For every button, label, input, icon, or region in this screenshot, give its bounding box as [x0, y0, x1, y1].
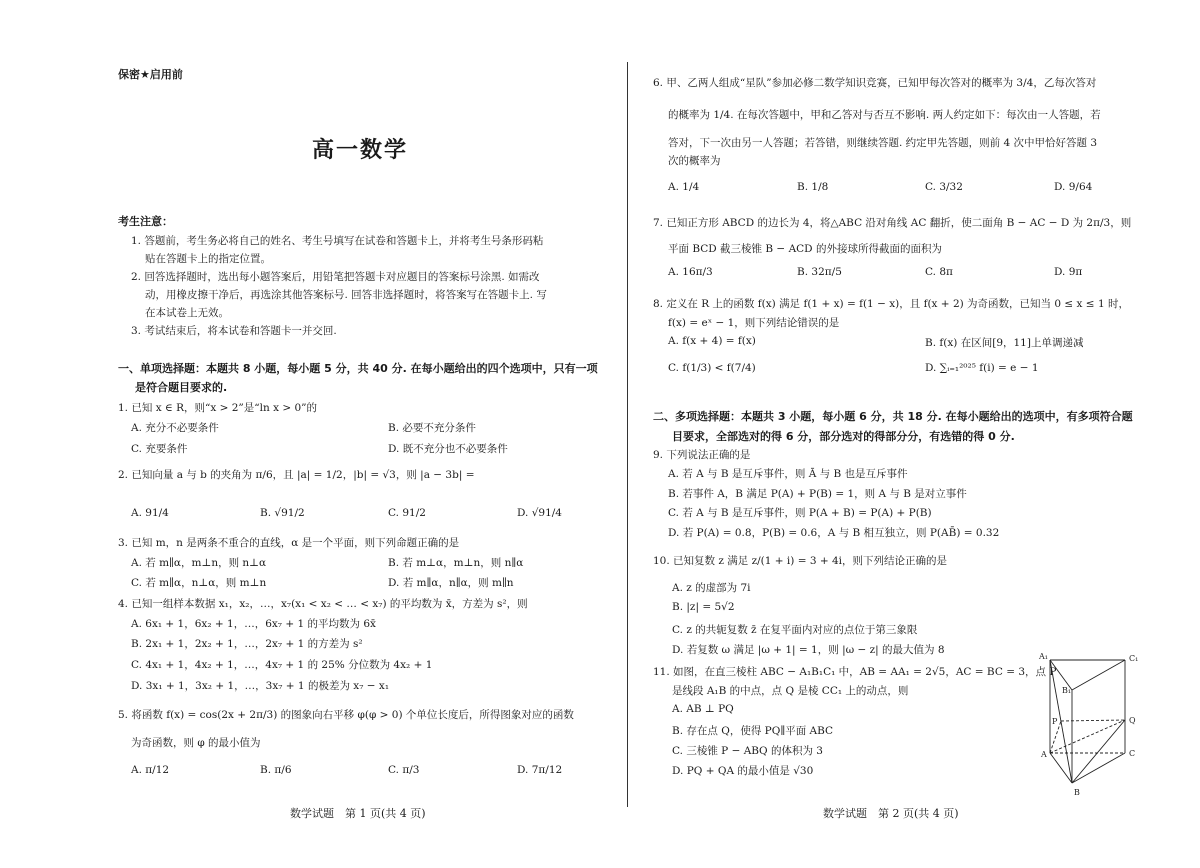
option-d: D. 7π/12	[517, 764, 563, 776]
option-b: B. 若事件 A，B 满足 P(A) + P(B) = 1，则 A 与 B 是对立事件	[668, 488, 967, 500]
notice-line: 2. 回答选择题时，选出每小题答案后，用铅笔把答题卡对应题目的答案标号涂黑. 如需改	[131, 271, 540, 283]
edge-bc	[1072, 753, 1125, 783]
question-stem-cont: 为奇函数，则 φ 的最小值为	[131, 737, 261, 749]
option-d: D. 9/64	[1054, 181, 1093, 193]
question-stem: 5. 将函数 f(x) = cos(2x + 2π/3) 的图象向右平移 φ(φ > 0) 个单位长度后，所得图象对应的函数	[118, 709, 574, 721]
option-b: B. 若 m⊥α，m⊥n，则 n∥α	[388, 557, 524, 569]
page-title: 高一数学	[312, 138, 409, 163]
option-a: A. π/12	[131, 764, 170, 776]
option-a: A. 6x₁ + 1，6x₂ + 1，…，6x₇ + 1 的平均数为 6x̄	[131, 618, 376, 630]
question-stem: 1. 已知 x ∈ R，则“x > 2”是“ln x > 0”的	[118, 402, 318, 414]
option-c: C. 三棱锥 P − ABQ 的体积为 3	[672, 745, 823, 757]
option-c: C. 若 A 与 B 是互斥事件，则 P(A + B) = P(A) + P(B)	[668, 507, 932, 519]
option-d: D. 9π	[1054, 266, 1083, 278]
question-stem: 8. 定义在 R 上的函数 f(x) 满足 f(1 + x) = f(1 − x)，且 f(x + 2) 为奇函数，已知当 0 ≤ x ≤ 1 时，	[653, 298, 1129, 310]
option-b: B. 32π/5	[797, 266, 842, 278]
label-b1: B₁	[1062, 686, 1072, 695]
edge-ab	[1050, 753, 1072, 783]
section-heading: 目要求，全部选对的得 6 分，部分选对的得部分分，有选错的得 0 分.	[672, 430, 1015, 443]
notice-line: 1. 答题前，考生务必将自己的姓名、考生号填写在试卷和答题卡上，并将考生号条形码粘	[131, 235, 544, 247]
option-c: C. 充要条件	[131, 443, 188, 455]
option-d: D. 若 m∥α，n∥α，则 m∥n	[388, 577, 514, 589]
section-heading: 是符合题目要求的.	[135, 381, 228, 394]
option-a: A. 91/4	[131, 507, 169, 519]
option-a: A. z 的虚部为 7i	[672, 582, 751, 594]
notice-line: 动，用橡皮擦干净后，再选涂其他答案标号. 回答非选择题时，将答案写在答题卡上. 写	[145, 289, 547, 301]
label-p: P	[1052, 717, 1058, 726]
option-b: B. 必要不充分条件	[388, 422, 476, 434]
question-stem-cont: 次的概率为	[668, 155, 721, 167]
option-b: B. 2x₁ + 1，2x₂ + 1，…，2x₇ + 1 的方差为 s²	[131, 638, 363, 650]
option-b: B. 存在点 Q，使得 PQ∥平面 ABC	[672, 725, 834, 737]
edge-b1c1	[1072, 660, 1125, 690]
option-c: C. π/3	[388, 764, 420, 776]
question-stem: 9. 下列说法正确的是	[653, 449, 751, 461]
edge-bq	[1072, 720, 1125, 783]
notice-heading: 考生注意：	[118, 215, 173, 228]
option-d: D. 若 P(A) = 0.8，P(B) = 0.6，A 与 B 相互独立，则 P(AB̄) = 0.32	[668, 527, 1000, 539]
option-a: A. 若 A 与 B 是互斥事件，则 Ā 与 B 也是互斥事件	[668, 468, 908, 480]
edge-pq	[1061, 720, 1125, 721]
question-stem: 4. 已知一组样本数据 x₁，x₂，…，x₇(x₁ < x₂ < … < x₇) 的平均数为 x̄，方差为 s²，则	[118, 598, 528, 610]
option-d: D. 3x₁ + 1，3x₂ + 1，…，3x₇ + 1 的极差为 x₇ − x₁	[131, 680, 390, 692]
section-heading: 二、多项选择题：本题共 3 小题，每小题 6 分，共 18 分. 在每小题给出的选项中，有多项符合题	[653, 410, 1133, 423]
notice-line: 在本试卷上无效。	[145, 307, 229, 319]
label-q: Q	[1129, 716, 1136, 725]
option-c: C. f(1/3) < f(7/4)	[668, 362, 756, 374]
question-stem-cont: 平面 BCD 截三棱锥 B − ACD 的外接球所得截面的面积为	[668, 243, 942, 255]
option-b: B. f(x) 在区间[9，11]上单调递减	[925, 337, 1084, 349]
option-c: C. 3/32	[925, 181, 963, 193]
label-b: B	[1074, 788, 1080, 797]
label-a1: A₁	[1039, 652, 1048, 661]
label-c1: C₁	[1129, 654, 1139, 663]
option-d: D. ∑ᵢ₌₁²⁰²⁵ f(i) = e − 1	[925, 362, 1039, 374]
question-stem: 3. 已知 m，n 是两条不重合的直线，α 是一个平面，则下列命题正确的是	[118, 537, 460, 549]
notice-line: 3. 考试结束后，将本试卷和答题卡一并交回.	[131, 325, 337, 337]
question-stem: 6. 甲、乙两人组成“星队”参加必修二数学知识竞赛，已知甲每次答对的概率为 3/4，乙每次答对	[653, 77, 1097, 89]
section-heading: 一、单项选择题：本题共 8 小题，每小题 5 分，共 40 分. 在每小题给出的四个选项中，只有一项	[118, 362, 598, 375]
confidential-mark: 保密★启用前	[118, 68, 183, 81]
option-c: C. 91/2	[388, 507, 426, 519]
option-d: D. 既不充分也不必要条件	[388, 443, 508, 455]
page-footer-left: 数学试题 第 1 页(共 4 页)	[290, 807, 426, 820]
option-c: C. 4x₁ + 1，4x₂ + 1，…，4x₇ + 1 的 25% 分位数为 4x₂ + 1	[131, 659, 433, 671]
option-c: C. z 的共轭复数 z̄ 在复平面内对应的点位于第三象限	[672, 624, 918, 636]
option-a: A. 充分不必要条件	[131, 422, 219, 434]
page-footer-right: 数学试题 第 2 页(共 4 页)	[823, 807, 959, 820]
question-stem-cont: 的概率为 1/4. 在每次答题中，甲和乙答对与否互不影响. 两人约定如下：每次由一人答题，若	[668, 109, 1101, 121]
option-d: D. 若复数 ω 满足 |ω + 1| = 1，则 |ω − z| 的最大值为 8	[672, 644, 945, 656]
notice-line: 贴在答题卡上的指定位置。	[145, 253, 271, 265]
question-stem-cont: 是线段 A₁B 的中点，点 Q 是棱 CC₁ 上的动点，则	[672, 685, 909, 697]
label-c: C	[1129, 749, 1136, 758]
option-b: B. √91/2	[260, 507, 305, 519]
option-b: B. 1/8	[797, 181, 829, 193]
option-a: A. 若 m∥α，m⊥n，则 n⊥α	[131, 557, 267, 569]
option-b: B. |z| = 5√2	[672, 601, 735, 613]
option-a: A. 16π/3	[668, 266, 713, 278]
option-b: B. π/6	[260, 764, 292, 776]
question-stem: 2. 已知向量 a 与 b 的夹角为 π/6，且 |a| = 1/2，|b| = √3，则 |a − 3b| =	[118, 469, 475, 481]
option-d: D. √91/4	[517, 507, 562, 519]
option-a: A. 1/4	[668, 181, 700, 193]
question-stem-cont: f(x) = eˣ − 1，则下列结论错误的是	[668, 317, 840, 329]
question-stem-cont: 答对，下一次由另一人答题；若答错，则继续答题. 约定甲先答题，则前 4 次中甲恰好答题 3	[668, 137, 1098, 149]
prism-figure	[1030, 645, 1150, 800]
option-c: C. 8π	[925, 266, 953, 278]
question-stem: 10. 已知复数 z 满足 z/(1 + i) = 3 + 4i，则下列结论正确的是	[653, 555, 948, 567]
option-c: C. 若 m∥α，n⊥α，则 m⊥n	[131, 577, 267, 589]
question-stem: 7. 已知正方形 ABCD 的边长为 4，将△ABC 沿对角线 AC 翻折，使二面角 B − AC − D 为 2π/3，则	[653, 217, 1132, 229]
page-divider	[627, 62, 628, 807]
question-stem: 11. 如图，在直三棱柱 ABC − A₁B₁C₁ 中，AB = AA₁ = 2√5，AC = BC = 3，点 P	[653, 666, 1057, 678]
option-a: A. f(x + 4) = f(x)	[668, 335, 756, 347]
label-a: A	[1041, 750, 1047, 759]
option-a: A. AB ⊥ PQ	[672, 703, 734, 715]
option-d: D. PQ + QA 的最小值是 √30	[672, 765, 814, 777]
